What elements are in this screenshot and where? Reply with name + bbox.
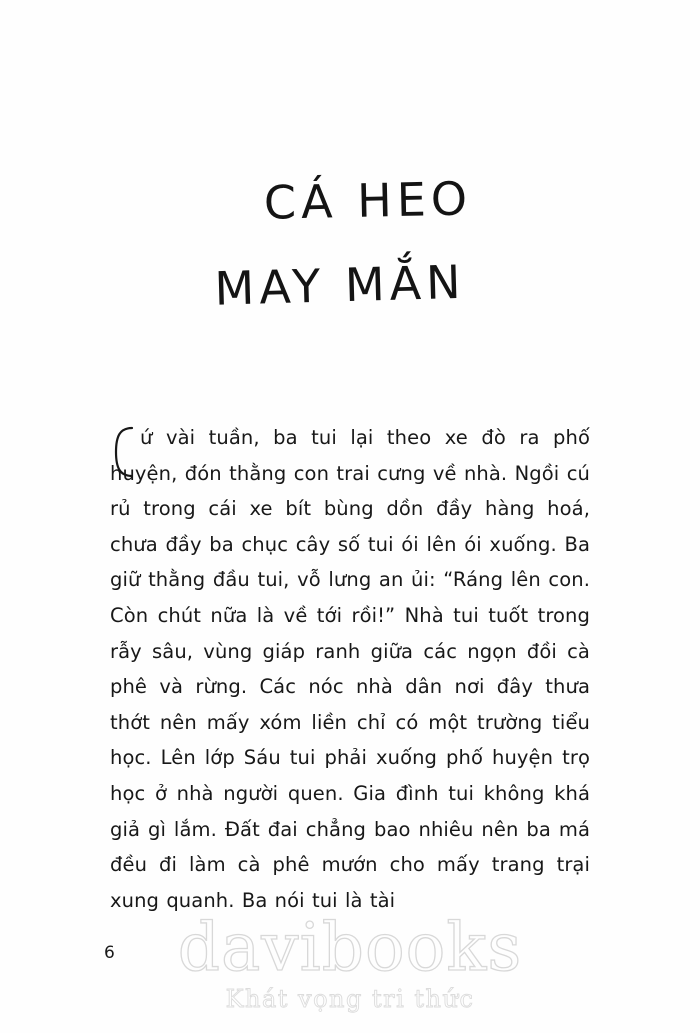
chapter-title-line-2: MAY MẮN: [213, 254, 467, 316]
watermark-tagline: Khát vọng tri thức: [225, 985, 475, 1013]
page-number: 6: [104, 943, 115, 963]
body-paragraph: [110, 420, 590, 918]
body-text-block: [110, 420, 590, 918]
chapter-title-line-1: CÁ HEO: [263, 171, 473, 230]
chapter-title: [0, 171, 700, 316]
watermark: [0, 909, 700, 1013]
body-paragraph-text: ứ vài tuần, ba tui lại theo xe đò ra phố huyện, đón thằng con trai cưng về nhà. Ngồi cú rủ trong cái xe bít bùng dồn đầy hàng hoá, chưa đầy ba chục cây số tui ói lên ói xuống. Ba giữ thằng đầu tui, vỗ lưng an ủi: “Ráng lên con. Còn chút nữa là về tới rồi!” Nhà tui tuốt trong rẫy sâu, vùng giáp ranh giữa các ngọn đồi cà phê và rừng. Các nóc nhà dân nơi đây thưa thớt nên mấy xóm liền chỉ có một trường tiểu học. Lên lớp Sáu tui phải xuống phố huyện trọ học ở nhà người quen. Gia đình tui không khá giả gì lắm. Đất đai chẳng bao nhiêu nên ba má đều đi làm cà phê mướn cho mấy trang trại xung quanh. Ba nói tui là tài: [110, 426, 590, 912]
watermark-brand: davibooks: [177, 909, 523, 986]
